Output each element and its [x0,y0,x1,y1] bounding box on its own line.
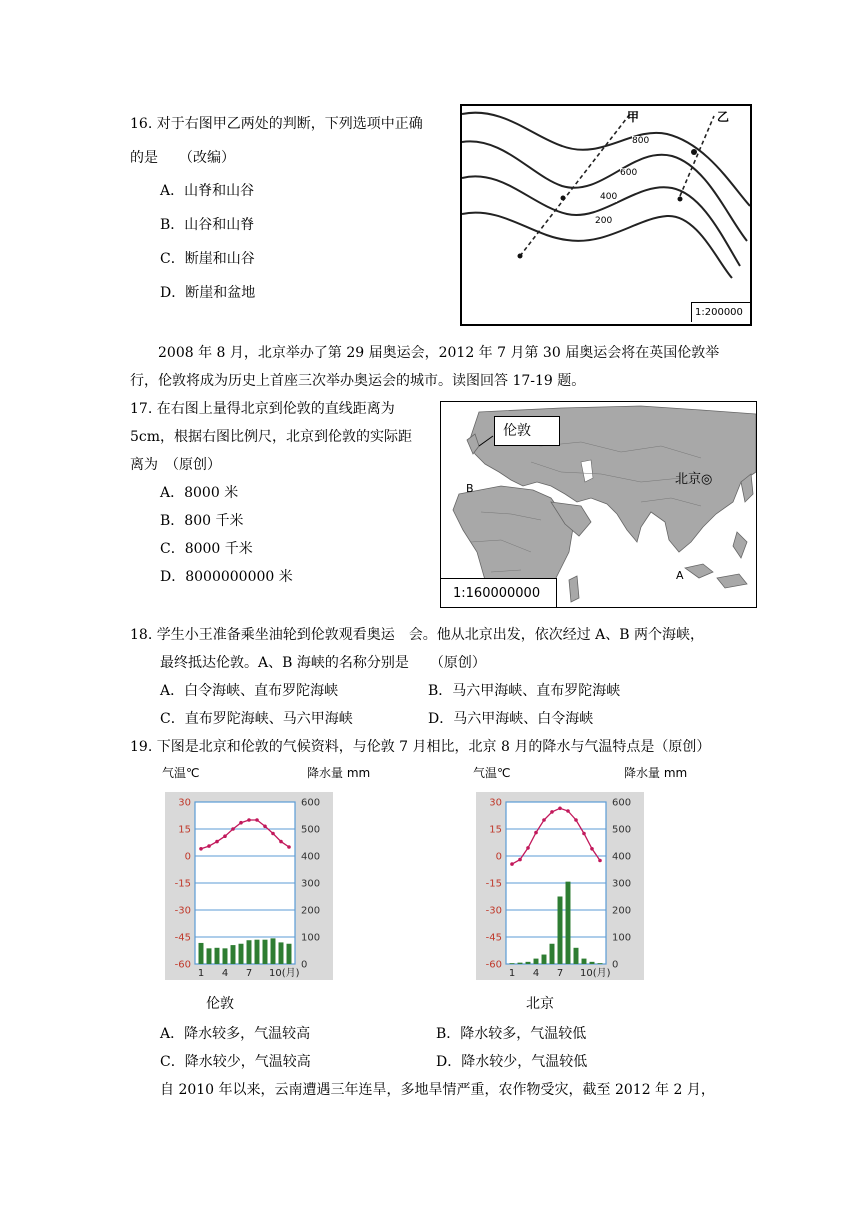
contour-map [460,104,752,326]
beijing-temp-point [518,858,522,862]
beijing-precip-bar [534,959,539,964]
q18-stem-line2: 最终抵达伦敦。A、B 海峡的名称分别是 （原创） [160,655,486,671]
q19-option-a: A．降水较多，气温较高 [160,1026,311,1042]
q18-option-a: A．白令海峡、直布罗陀海峡 [160,683,339,699]
london-temp-point [279,840,283,844]
london-precip-bar [287,944,292,964]
beijing-temp-point [590,847,594,851]
london-chart-title: 伦敦 [206,996,234,1012]
beijing-precip-tick: 300 [612,878,632,890]
q17-stem-line2: 5cm，根据右图比例尺，北京到伦敦的实际距 [130,429,413,445]
london-precip-bar [263,940,268,964]
q18-option-d: D．马六甲海峡、白令海峡 [428,711,594,727]
q18-option-b: B．马六甲海峡、直布罗陀海峡 [428,683,621,699]
beijing-precip-tick: 500 [612,824,632,836]
intro-line1: 2008 年 8 月，北京举办了第 29 届奥运会，2012 年 7 月第 30 届奥运会将在英国伦敦举 [158,345,720,361]
beijing-temp-tick: 15 [489,824,502,836]
london-temp-point [255,818,259,822]
london-month-tick: 1 [197,968,205,979]
london-precip-bar [199,943,204,964]
q17-option-b: B．800 千米 [160,513,244,529]
beijing-precip-tick: 600 [612,797,632,809]
strait-a-label: A [676,569,684,582]
london-temp-tick: -30 [174,905,191,917]
q19-option-d: D．降水较少，气温较低 [436,1054,588,1070]
world-map-scale: 1:160000000 [441,578,557,608]
contour-label-600: 600 [620,168,638,178]
q16-option-a: A．山脊和山谷 [160,183,255,199]
london-precip-bar [207,948,212,964]
london-temp-tick: -60 [174,959,191,971]
beijing-temp-tick: -30 [485,905,502,917]
q18-stem-line1: 18. 学生小王准备乘坐油轮到伦敦观看奥运 会。他从北京出发，依次经过 A、B 两个海峡， [130,627,705,643]
london-precip-tick: 100 [301,932,321,944]
beijing-climate-chart [476,792,644,980]
london-temp-tick: 0 [184,851,191,863]
beijing-precip-bar [574,948,579,964]
strait-b-label: B [466,482,474,495]
london-temp-point [239,821,243,825]
beijing-precip-axis-title: 降水量 mm [624,766,688,780]
beijing-precip-bar [566,882,571,964]
london-precip-tick: 600 [301,797,321,809]
label-yi: 乙 [717,110,730,124]
beijing-precip-bar [510,963,515,964]
q17-option-a: A．8000 米 [160,485,239,501]
london-temp-tick: 15 [178,824,191,836]
label-jia: 甲 [627,110,640,124]
beijing-temp-tick: -60 [485,959,502,971]
contour-label-800: 800 [632,136,650,146]
beijing-precip-tick: 0 [612,959,619,971]
beijing-precip-bar [582,959,587,964]
beijing-temp-point [598,859,602,863]
beijing-temp-point [582,832,586,836]
london-precip-tick: 500 [301,824,321,836]
london-precip-bar [255,940,260,964]
london-label: 伦敦 [494,416,560,446]
london-precip-bar [279,942,284,964]
q17-stem-line3: 离为 （原创） [130,457,221,473]
beijing-precip-tick: 100 [612,932,632,944]
contour-lines [462,106,750,324]
q16-option-d: D．断崖和盆地 [160,285,256,301]
q16-stem-line2: 的是 （改编） [130,150,235,166]
beijing-temp-point [510,862,514,866]
landmass [441,402,756,607]
q18-option-c: C．直布罗陀海峡、马六甲海峡 [160,711,353,727]
london-precip-bar [239,944,244,964]
beijing-precip-bar [590,962,595,964]
q17-stem-line1: 17. 在右图上量得北京到伦敦的直线距离为 [130,401,395,417]
beijing-precip-bar [598,963,603,964]
beijing-temp-tick: -45 [485,932,502,944]
q19-stem: 19. 下图是北京和伦敦的气候资料，与伦敦 7 月相比，北京 8 月的降水与气温特点是（原创） [130,739,711,755]
london-temp-axis-title: 气温℃ [162,766,200,780]
q16-option-b: B．山谷和山脊 [160,217,255,233]
beijing-month-tick: 10(月) [580,968,611,979]
q17-option-d: D．8000000000 米 [160,569,293,585]
beijing-precip-bar [558,897,563,965]
beijing-temp-point [550,810,554,814]
beijing-precip-bar [518,963,523,964]
q17-option-c: C．8000 千米 [160,541,253,557]
beijing-month-tick: 1 [508,968,516,979]
london-temp-point [199,847,203,851]
contour-label-200: 200 [595,216,613,226]
world-map [440,401,757,608]
beijing-temp-point [534,831,538,835]
london-precip-tick: 200 [301,905,321,917]
london-precip-tick: 0 [301,959,308,971]
beijing-chart-title: 北京 [526,996,554,1012]
beijing-precip-tick: 400 [612,851,632,863]
london-month-tick: 7 [245,968,253,979]
beijing-precip-bar [550,944,555,964]
london-precip-tick: 300 [301,878,321,890]
beijing-temp-tick: 30 [489,797,502,809]
beijing-temp-point [542,818,546,822]
london-precip-axis-title: 降水量 mm [307,766,371,780]
beijing-month-tick: 7 [556,968,564,979]
london-temp-point [247,818,251,822]
q16-stem-line1: 16. 对于右图甲乙两处的判断，下列选项中正确 [130,116,423,132]
beijing-chart-frame [476,792,644,980]
london-precip-bar [247,940,252,964]
london-temp-tick: 30 [178,797,191,809]
london-precip-bar [271,938,276,964]
london-month-tick: 10(月) [269,968,300,979]
london-temp-point [215,840,219,844]
london-precip-tick: 400 [301,851,321,863]
beijing-precip-tick: 200 [612,905,632,917]
beijing-temp-point [574,818,578,822]
q19-option-b: B．降水较多，气温较低 [436,1026,587,1042]
beijing-label: 北京◎ [675,472,713,487]
q16-option-c: C．断崖和山谷 [160,251,255,267]
intro-line2: 行，伦敦将成为历史上首座三次举办奥运会的城市。读图回答 17-19 题。 [130,373,586,389]
beijing-precip-bar [542,955,547,964]
contour-label-400: 400 [600,192,618,202]
london-temp-point [271,832,275,836]
london-chart-frame [165,792,333,980]
london-temp-point [287,845,291,849]
london-precip-bar [231,945,236,964]
london-month-tick: 4 [221,968,229,979]
beijing-temp-point [558,807,562,811]
london-climate-chart [165,792,333,980]
london-temp-point [263,825,267,829]
london-temp-tick: -45 [174,932,191,944]
beijing-temp-point [526,846,530,850]
london-precip-bar [215,948,220,964]
beijing-temp-tick: -15 [485,878,502,890]
tail-line1: 自 2010 年以来，云南遭遇三年连旱，多地旱情严重，农作物受灾，截至 2012 年 2 月， [160,1082,715,1098]
beijing-temp-point [566,809,570,813]
beijing-month-tick: 4 [532,968,540,979]
q19-option-c: C．降水较少，气温较高 [160,1054,311,1070]
london-temp-tick: -15 [174,878,191,890]
beijing-precip-bar [526,962,531,964]
beijing-temp-axis-title: 气温℃ [473,766,511,780]
london-temp-point [207,844,211,848]
beijing-temp-tick: 0 [495,851,502,863]
london-temp-point [223,834,227,838]
contour-map-scale: 1:200000 [691,302,750,322]
london-temp-point [231,827,235,831]
london-precip-bar [223,948,228,964]
